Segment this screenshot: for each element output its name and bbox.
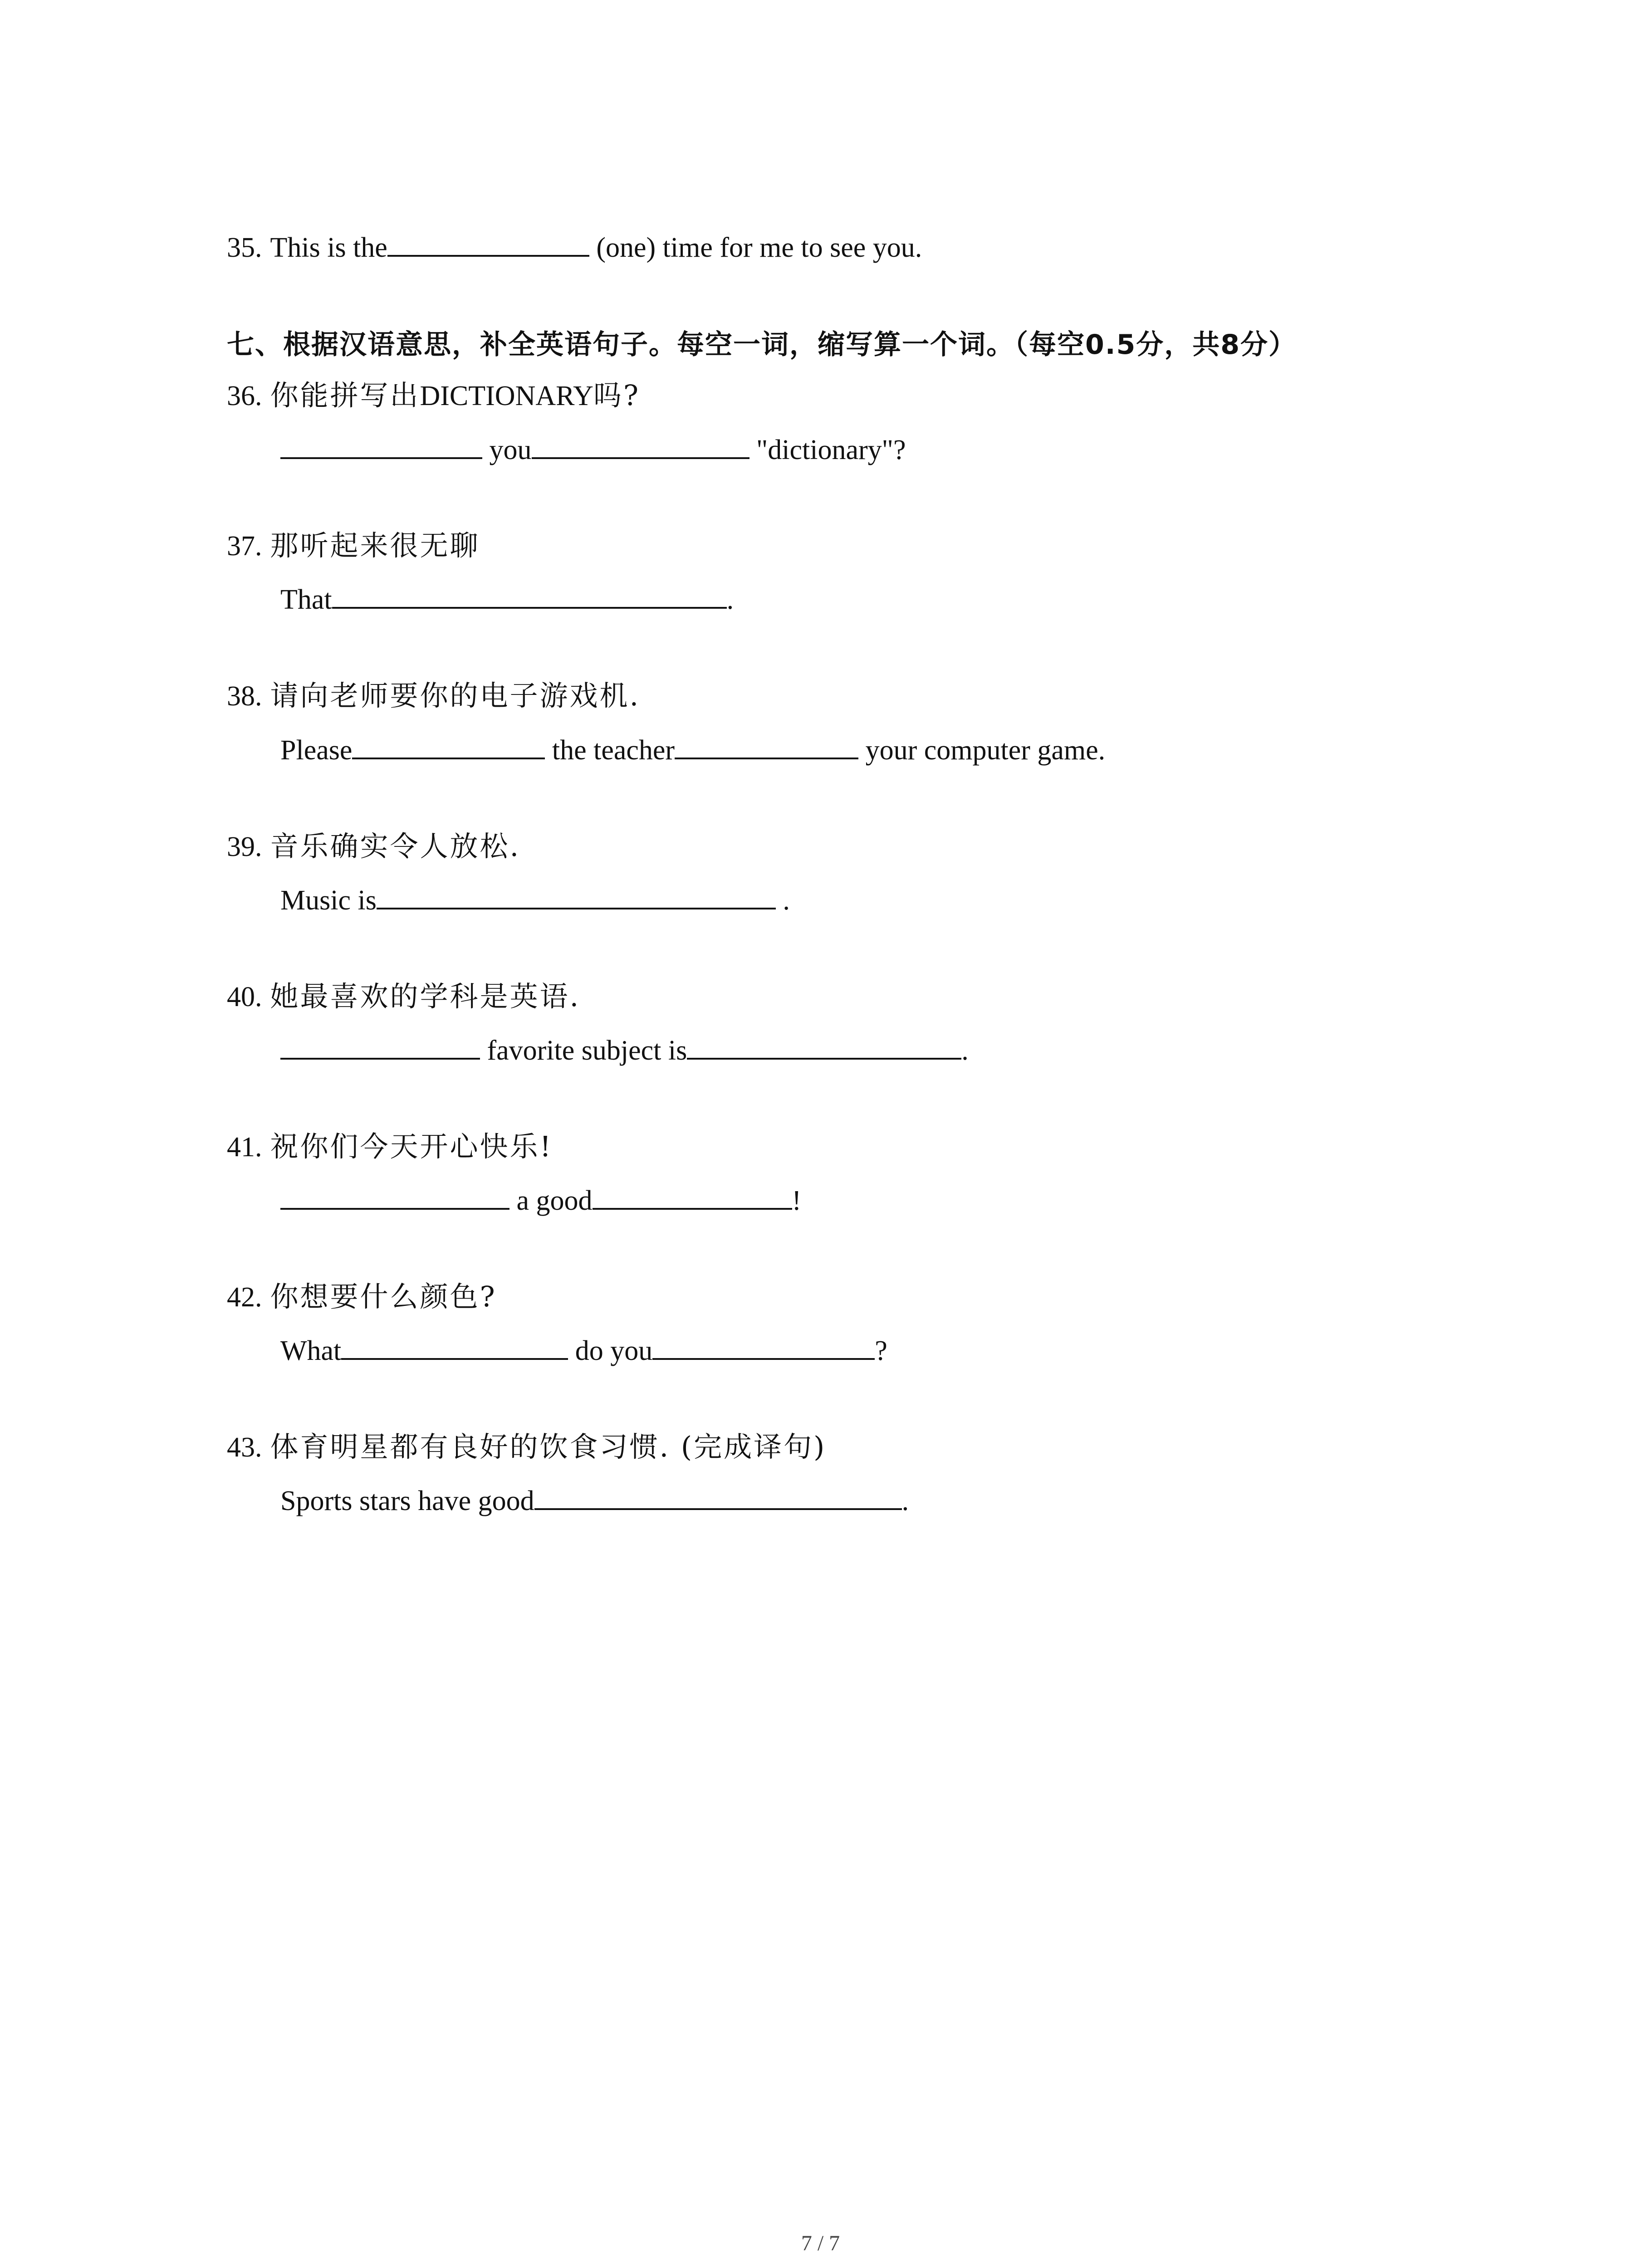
sentence-text: a good (509, 1185, 593, 1216)
answer-blank[interactable] (332, 579, 727, 609)
question-38-prompt (227, 678, 640, 714)
answer-blank[interactable] (387, 227, 589, 257)
page-number: 7 / 7 (801, 2231, 840, 2255)
chinese-prompt: 体育明星都有良好的饮食习惯. (完成译句) (270, 1430, 827, 1463)
chinese-prompt: 她最喜欢的学科是英语. (270, 980, 581, 1013)
question-36-answer (280, 429, 906, 468)
sentence-text: "dictionary"? (749, 435, 906, 465)
sentence-text: the teacher (545, 735, 675, 766)
question-43-prompt (227, 1429, 826, 1466)
question-37-prompt (227, 528, 480, 564)
question-40-answer (280, 1030, 969, 1069)
question-number: 41. (227, 1132, 262, 1163)
question-number: 36. (227, 381, 262, 411)
question-37-answer (280, 579, 734, 618)
sentence-text: . (901, 1486, 909, 1516)
sentence-text: Music is (280, 885, 377, 916)
question-number: 37. (227, 531, 262, 562)
question-number: 39. (227, 831, 262, 862)
question-number: 42. (227, 1282, 262, 1313)
sentence-text: . (775, 885, 790, 916)
answer-blank[interactable] (377, 880, 776, 909)
sentence-text: Sports stars have good (280, 1486, 534, 1516)
answer-blank[interactable] (341, 1330, 568, 1360)
answer-blank[interactable] (532, 429, 749, 459)
chinese-prompt-latin: DICTIONARY (420, 381, 593, 411)
chinese-prompt: 你能拼写出 (270, 379, 420, 412)
question-42-answer (280, 1330, 887, 1369)
sentence-text: What (280, 1335, 342, 1366)
chinese-prompt: 请向老师要你的电子游戏机. (270, 679, 641, 712)
chinese-prompt: 音乐确实令人放松. (270, 830, 521, 863)
chinese-prompt-end: 吗? (593, 379, 641, 412)
question-40-prompt (227, 978, 580, 1015)
sentence-text: you (482, 435, 532, 465)
question-42-prompt (227, 1279, 497, 1315)
sentence-text: do you (568, 1335, 653, 1366)
sentence-text: This is the (270, 232, 387, 263)
sentence-text: your computer game. (858, 735, 1106, 766)
answer-blank[interactable] (675, 729, 858, 759)
question-41-answer (280, 1180, 801, 1219)
question-number: 43. (227, 1432, 262, 1463)
answer-blank[interactable] (280, 1180, 509, 1210)
question-number: 40. (227, 982, 262, 1012)
sentence-text: favorite subject is (480, 1035, 687, 1066)
sentence-text: That (280, 584, 332, 615)
sentence-text: (one) time for me to see you. (589, 232, 922, 263)
question-38-answer (280, 729, 1105, 768)
question-39-prompt (227, 828, 520, 865)
question-35 (227, 227, 922, 266)
sentence-text: ? (875, 1335, 887, 1366)
chinese-prompt: 你想要什么颜色? (270, 1280, 497, 1313)
question-number: 35. (227, 232, 262, 263)
question-number: 38. (227, 681, 262, 712)
answer-blank[interactable] (593, 1180, 792, 1210)
answer-blank[interactable] (687, 1030, 961, 1060)
question-43-answer (280, 1480, 909, 1519)
sentence-text: . (961, 1035, 969, 1066)
section-heading: 七、根据汉语意思，补全英语句子。每空一词，缩写算一个词。（每空0.5分，共8分） (227, 329, 1297, 361)
sentence-text: . (726, 584, 734, 615)
chinese-prompt: 那听起来很无聊 (270, 529, 480, 562)
answer-blank[interactable] (652, 1330, 875, 1360)
answer-blank[interactable] (280, 429, 482, 459)
sentence-text: Please (280, 735, 353, 766)
answer-blank[interactable] (280, 1030, 480, 1060)
answer-blank[interactable] (534, 1480, 902, 1510)
question-41-prompt (227, 1129, 553, 1165)
sentence-text: ! (792, 1185, 802, 1216)
chinese-prompt: 祝你们今天开心快乐! (270, 1130, 553, 1163)
question-36-prompt (227, 377, 640, 414)
answer-blank[interactable] (352, 729, 545, 759)
question-39-answer (280, 880, 790, 919)
